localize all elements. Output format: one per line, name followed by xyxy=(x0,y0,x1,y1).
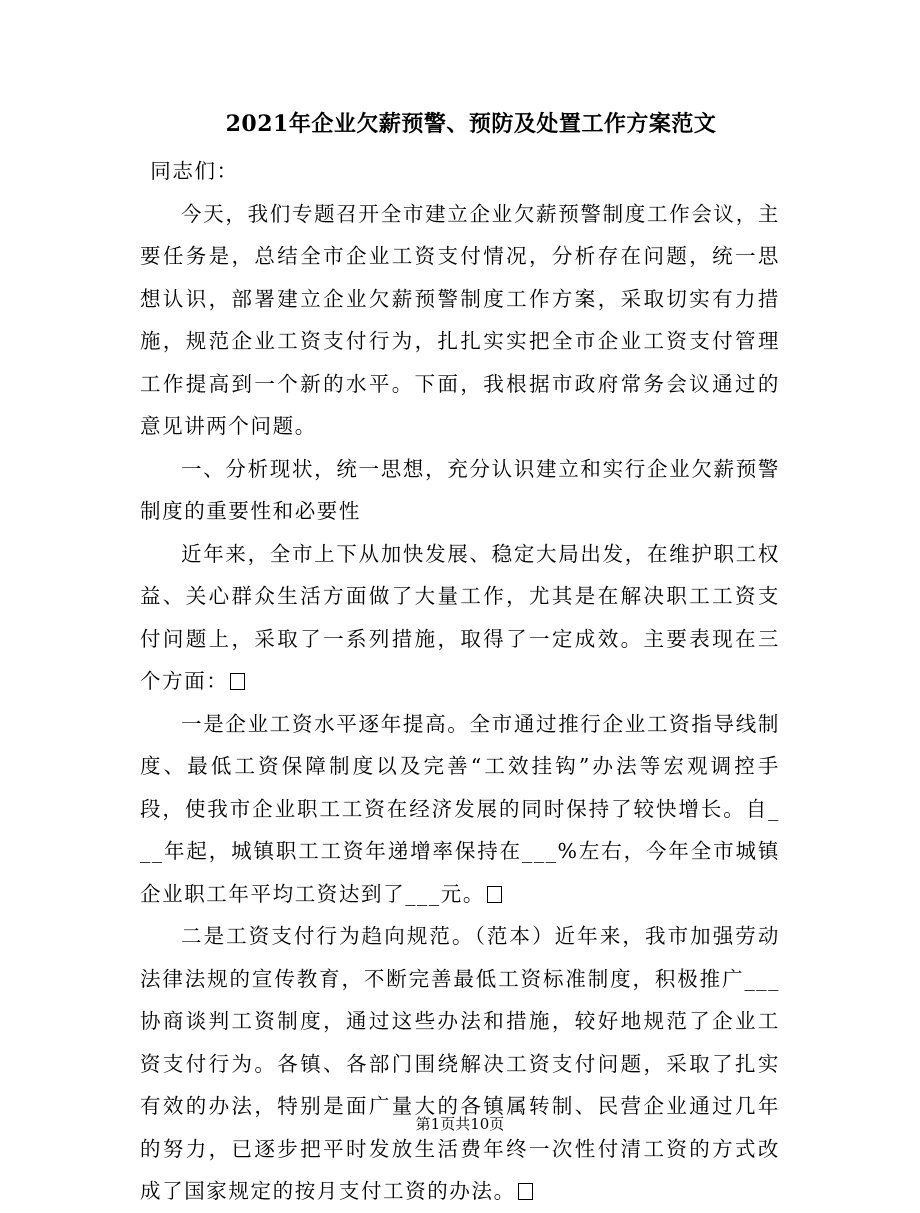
page-footer: 第1页共10页 xyxy=(415,1115,505,1133)
document-title: 2021年企业欠薪预警、预防及处置工作方案范文 xyxy=(225,111,717,137)
paragraph-text: 一是企业工资水平逐年提高。全市通过推行企业工资指导线制度、最低工资保障制度以及完善“工效挂钩”办法等宏观调控手段，使我市企业职工工资在经济发展的同时保持了较快增长。自___年起，城镇职工工资年递增率保持在___%左右，今年全市城镇企业职工年平均工资达到了___元。 xyxy=(140,711,780,906)
checkbox-glyph-icon xyxy=(230,673,245,690)
paragraph-text: 今天，我们专题召开全市建立企业欠薪预警制度工作会议，主要任务是，总结全市企业工资支付情况，分析存在问题，统一思想认识，部署建立企业欠薪预警制度工作方案，采取切实有力措施，规范企业工资支付行为，扎扎实实把全市企业工资支付管理工作提高到一个新的水平。下面，我根据市政府常务会议通过的意见讲两个问题。 xyxy=(140,201,780,438)
document-body xyxy=(140,150,780,1213)
paragraph-point-one xyxy=(140,703,780,916)
checkbox-glyph-icon xyxy=(487,886,502,903)
paragraph-intro xyxy=(140,193,780,448)
salutation: 同志们： xyxy=(150,159,239,183)
paragraph-text: 二是工资支付行为趋向规范。（范本）近年来，我市加强劳动法律法规的宣传教育，不断完善最低工资标准制度，积极推广___协商谈判工资制度，通过这些办法和措施，较好地规范了企业工资支付行为。各镇、各部门围绕解决工资支付问题，采取了扎实有效的办法，特别是面广量大的各镇属转制、民营企业通过几年的努力，已逐步把平时发放生活费年终一次性付清工资的方式改成了国家规定的按月支付工资的办法。 xyxy=(140,924,780,1203)
paragraph-text: 近年来，全市上下从加快发展、稳定大局出发，在维护职工权益、关心群众生活方面做了大量工作，尤其是在解决职工工资支付问题上，采取了一系列措施，取得了一定成效。主要表现在三个方面： xyxy=(140,541,780,693)
paragraph-point-two xyxy=(140,915,780,1213)
section-heading xyxy=(140,448,780,533)
checkbox-glyph-icon xyxy=(518,1183,533,1200)
paragraph-overview xyxy=(140,533,780,703)
paragraph-text: 一、分析现状，统一思想，充分认识建立和实行企业欠薪预警制度的重要性和必要性 xyxy=(140,456,780,523)
